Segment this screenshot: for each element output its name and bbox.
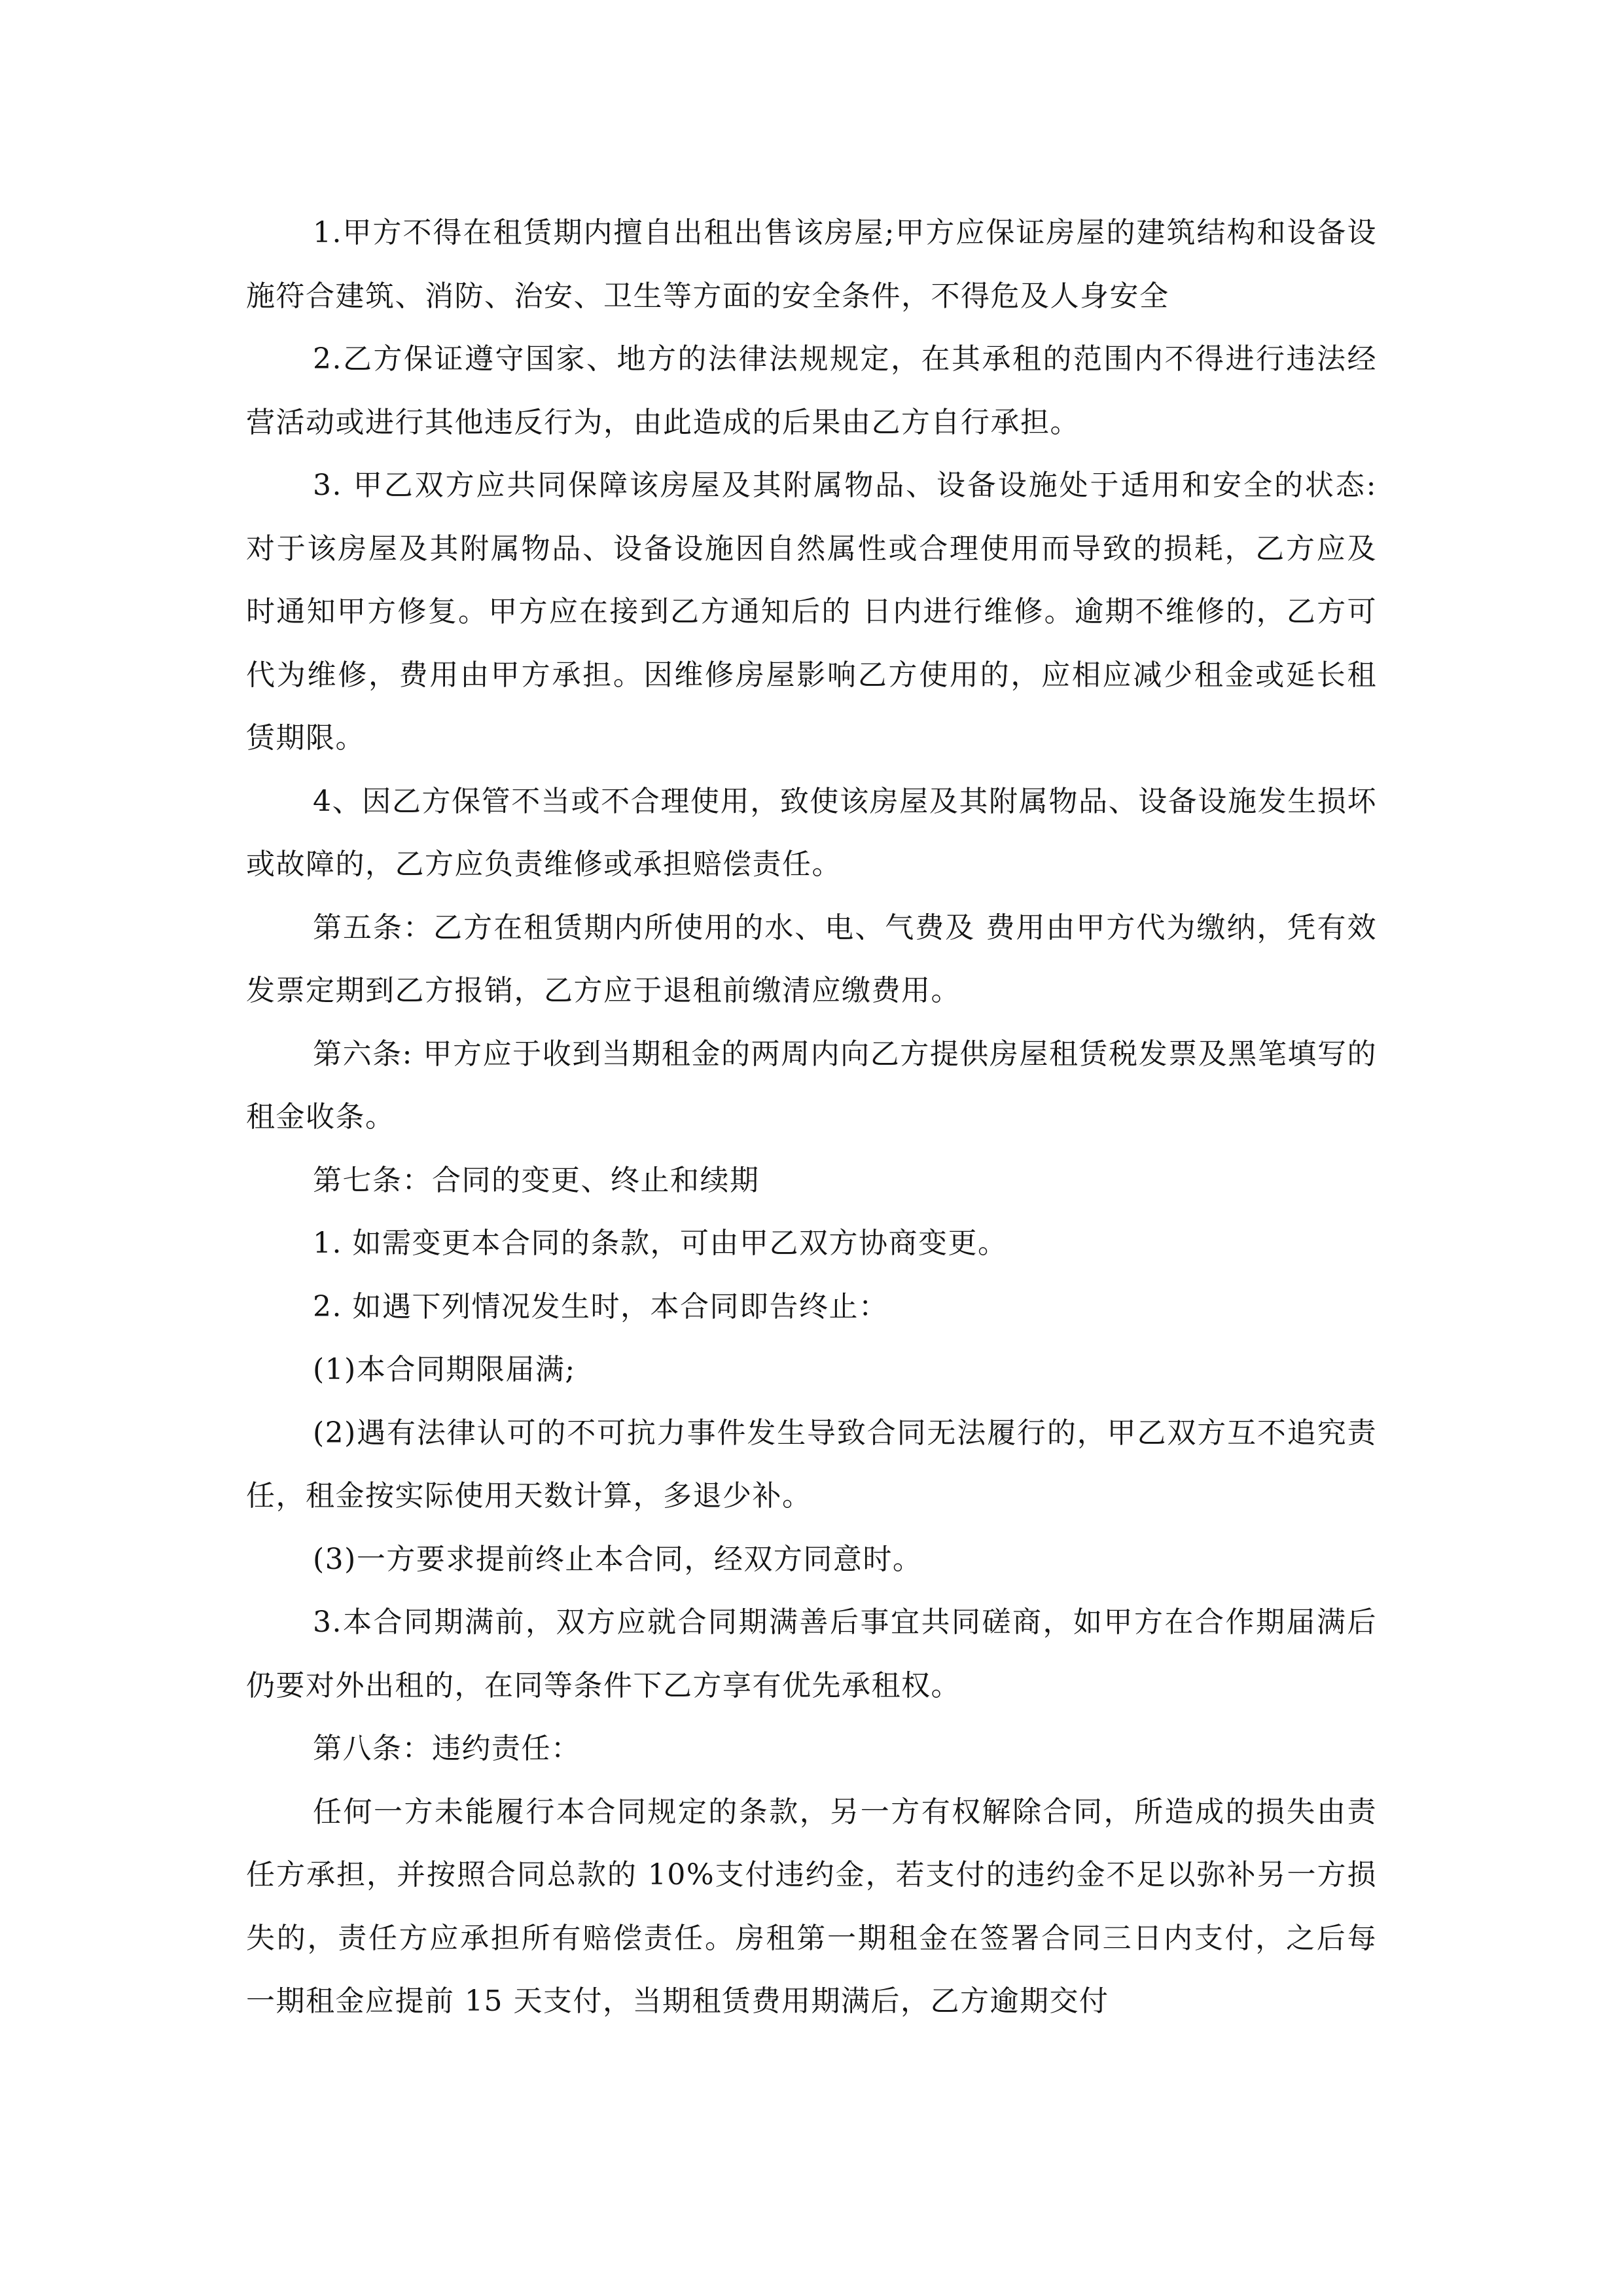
article-7-heading: 第七条：合同的变更、终止和续期 [313,1163,760,1197]
article-8-heading: 第八条：违约责任： [313,1732,581,1765]
clause-tenant-damage: 4、因乙方保管不当或不合理使用，致使该房屋及其附属物品、设备设施发生损坏或故障的，乙方应负责维修或承担赔偿责任。 [246,784,1377,881]
clause-landlord-obligations: 1.甲方不得在租赁期内擅自出租出售该房屋;甲方应保证房屋的建筑结构和设备设施符合建筑、消防、治安、卫生等方面的安全条件，不得危及人身安全 [246,216,1377,313]
article-5-utilities: 第五条：乙方在租赁期内所使用的水、电、气费及 费用由甲方代为缴纳，凭有效发票定期到乙方报销，乙方应于退租前缴清应缴费用。 [246,910,1377,1007]
article-6-invoice: 第六条: 甲方应于收到当期租金的两周内向乙方提供房屋租赁税发票及黑笔填写的租金收条。 [246,1037,1377,1134]
article-7-subitem-1: (1)本合同期限届满; [313,1353,576,1386]
article-7-item-2: 2. 如遇下列情况发生时，本合同即告终止： [313,1289,889,1323]
document-body [246,202,1377,2034]
article-7-subitem-2: (2)遇有法律认可的不可抗力事件发生导致合同无法履行的，甲乙双方互不追究责任，租金按实际使用天数计算，多退少补。 [246,1416,1377,1513]
article-7-item-1: 1. 如需变更本合同的条款，可由甲乙双方协商变更。 [313,1227,1008,1260]
article-7-subitem-3: (3)一方要求提前终止本合同，经双方同意时。 [313,1542,923,1576]
article-7-item-3: 3.本合同期满前，双方应就合同期满善后事宜共同磋商，如甲方在合作期届满后仍要对外出租的，在同等条件下乙方享有优先承租权。 [246,1605,1377,1702]
clause-tenant-compliance: 2.乙方保证遵守国家、地方的法律法规规定，在其承租的范围内不得进行违法经营活动或进行其他违反行为，由此造成的后果由乙方自行承担。 [246,342,1377,439]
clause-maintenance: 3. 甲乙双方应共同保障该房屋及其附属物品、设备设施处于适用和安全的状态: 对于该房屋及其附属物品、设备设施因自然属性或合理使用而导致的损耗，乙方应及时通知甲方修复。甲方应在接到乙方通知后的 日内进行维修。逾期不维修的，乙方可代为维修，费用由甲方承担。因维修房屋影响乙方使用的，应相应减少租金或延长租赁期限。 [246,469,1377,755]
article-8-body: 任何一方未能履行本合同规定的条款，另一方有权解除合同，所造成的损失由责任方承担，并按照合同总款的 10%支付违约金，若支付的违约金不足以弥补另一方损失的，责任方应承担所有赔偿责任。房租第一期租金在签署合同三日内支付，之后每一期租金应提前 15 天支付，当期租赁费用期满后，乙方逾期交付 [246,1795,1377,2018]
